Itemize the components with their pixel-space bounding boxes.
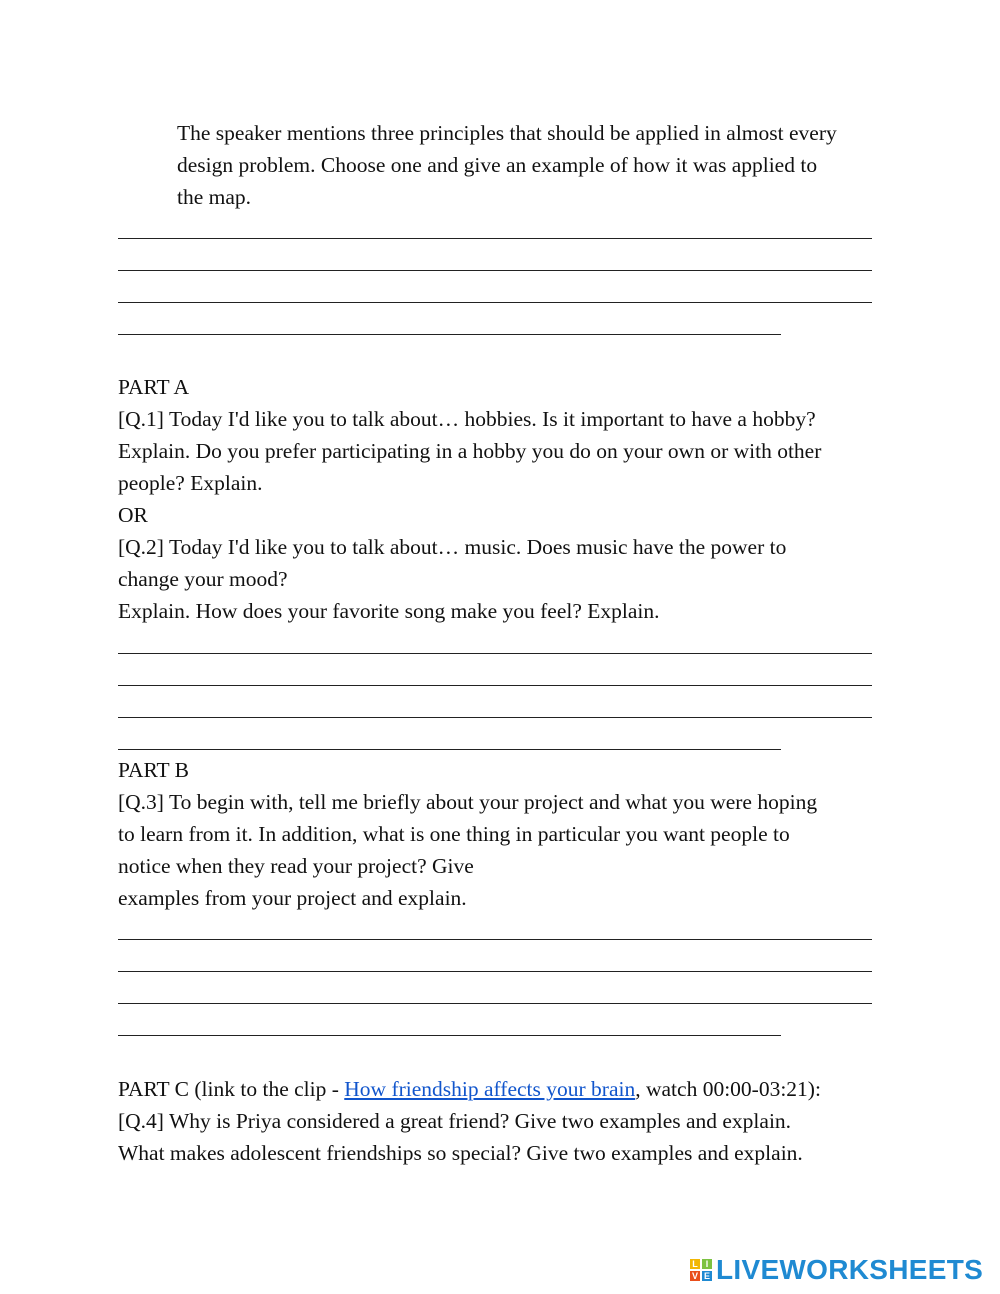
part-a-line: Explain. Do you prefer participating in a hobby you do on your own or with other (118, 439, 822, 463)
liveworksheets-logo-text: LIVEWORKSHEETS (716, 1254, 984, 1285)
intro-line-2: design problem. Choose one and give an example of how it was applied to (177, 153, 818, 177)
part-a-line: [Q.2] Today I'd like you to talk about… music. Does music have the power to (118, 535, 787, 559)
answer-line[interactable] (118, 939, 872, 940)
part-c-heading-suffix: , watch 00:00-03:21): (635, 1077, 821, 1101)
clip-link[interactable]: How friendship affects your brain (344, 1077, 636, 1101)
part-b-line: to learn from it. In addition, what is one thing in particular you want people to (118, 822, 790, 846)
part-a-heading: PART A (118, 375, 190, 399)
part-c-line: [Q.4] Why is Priya considered a great friend? Give two examples and explain. (118, 1109, 792, 1133)
answer-line[interactable] (118, 1003, 872, 1004)
part-a-line: Explain. How does your favorite song make you feel? Explain. (118, 599, 660, 623)
intro-line-1: The speaker mentions three principles that should be applied in almost every (177, 121, 837, 145)
part-a-line: OR (118, 503, 148, 527)
liveworksheets-logo[interactable] (690, 1254, 983, 1286)
answer-line[interactable] (118, 238, 872, 239)
part-a-line: [Q.1] Today I'd like you to talk about… hobbies. Is it important to have a hobby? (118, 407, 816, 431)
part-a-line: change your mood? (118, 567, 288, 591)
part-c-heading (118, 1073, 821, 1105)
answer-line[interactable] (118, 717, 872, 718)
part-b-line: notice when they read your project? Give (118, 854, 474, 878)
answer-line[interactable] (118, 334, 781, 335)
answer-line[interactable] (118, 749, 781, 750)
liveworksheets-logo-icon: L I V E (691, 1259, 710, 1281)
part-b-line: [Q.3] To begin with, tell me briefly about your project and what you were hoping (118, 790, 818, 814)
part-b-line: examples from your project and explain. (118, 886, 467, 910)
answer-line[interactable] (118, 1035, 781, 1036)
part-c-line: What makes adolescent friendships so special? Give two examples and explain. (118, 1141, 803, 1165)
answer-line[interactable] (118, 971, 872, 972)
intro-line-3: the map. (177, 185, 252, 209)
part-a-line: people? Explain. (118, 471, 263, 495)
part-c-heading-prefix: PART C (link to the clip - (118, 1077, 345, 1101)
answer-line[interactable] (118, 302, 872, 303)
answer-line[interactable] (118, 653, 872, 654)
answer-line[interactable] (118, 685, 872, 686)
answer-line[interactable] (118, 270, 872, 271)
part-b-heading: PART B (118, 758, 190, 782)
